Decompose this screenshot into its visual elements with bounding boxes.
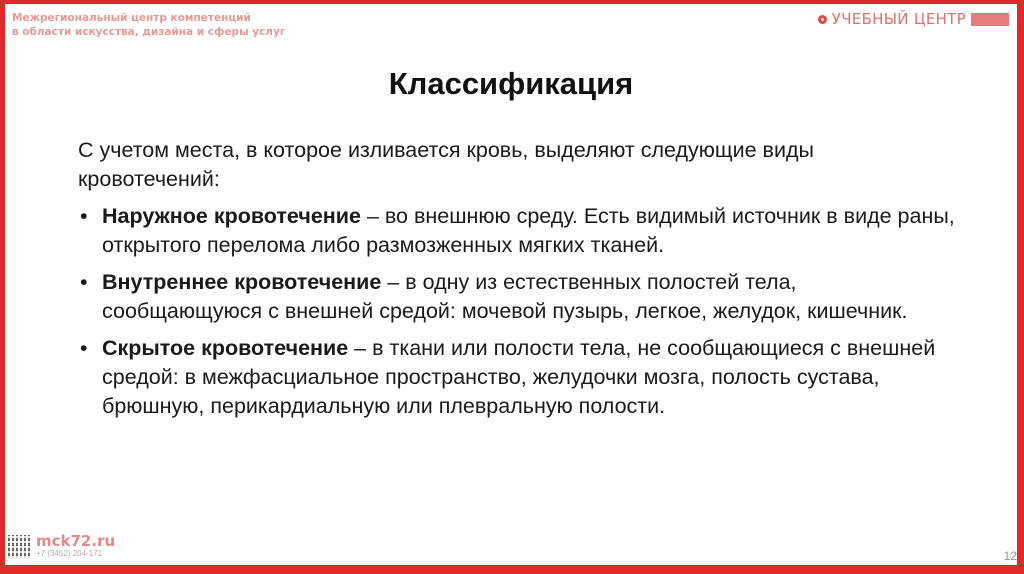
- brand-name: УЧЕБНЫЙ ЦЕНТР: [831, 10, 966, 28]
- footer: [8, 534, 115, 559]
- intro-text: С учетом места, в которое изливается кровь, выделяют следующие виды кровотечений:: [78, 138, 814, 191]
- term: Внутреннее кровотечение: [102, 270, 382, 294]
- list-item-internal: [78, 268, 958, 326]
- bullet-icon: •: [80, 336, 88, 360]
- term: Наружное кровотечение: [102, 204, 361, 228]
- org-line-1: Межрегиональный центр компетенций: [12, 12, 251, 24]
- list-item-hidden: [78, 334, 958, 421]
- slide-content: [78, 136, 958, 429]
- slide: [5, 4, 1017, 565]
- description: – в ткани или полости тела, не сообщающиеся с внешней средой: в межфасциальное пространство, желудочки мозга, полость сустава, брюшную, перикардиальную или плевральную полости.: [102, 336, 936, 418]
- term: Скрытое кровотечение: [102, 336, 349, 360]
- bleeding-types-list: [78, 202, 958, 421]
- bullet-icon: •: [80, 270, 88, 294]
- org-name: [12, 11, 285, 39]
- qr-code-icon: [8, 535, 31, 558]
- description: – в одну из естественных полостей тела, сообщающуюся с внешней средой: мочевой пузырь, легкое, желудок, кишечник.: [102, 270, 908, 323]
- page-number: 12: [1003, 549, 1017, 563]
- list-item-external: [78, 202, 958, 260]
- description: – во внешнюю среду. Есть видимый источник в виде раны, открытого перелома либо размозженных мягких тканей.: [102, 204, 955, 257]
- logo-circle-icon: [818, 15, 827, 24]
- phone-number: +7 (3452) 204-171: [36, 549, 103, 558]
- org-line-2: в области искусства, дизайна и сферы услуг: [12, 26, 286, 38]
- bullet-icon: •: [80, 204, 88, 228]
- slide-title: Классификация: [388, 66, 634, 101]
- site-link[interactable]: mck72.ru: [36, 532, 116, 550]
- brand-logo: [818, 10, 1009, 28]
- brand-tag-icon: [971, 13, 1009, 26]
